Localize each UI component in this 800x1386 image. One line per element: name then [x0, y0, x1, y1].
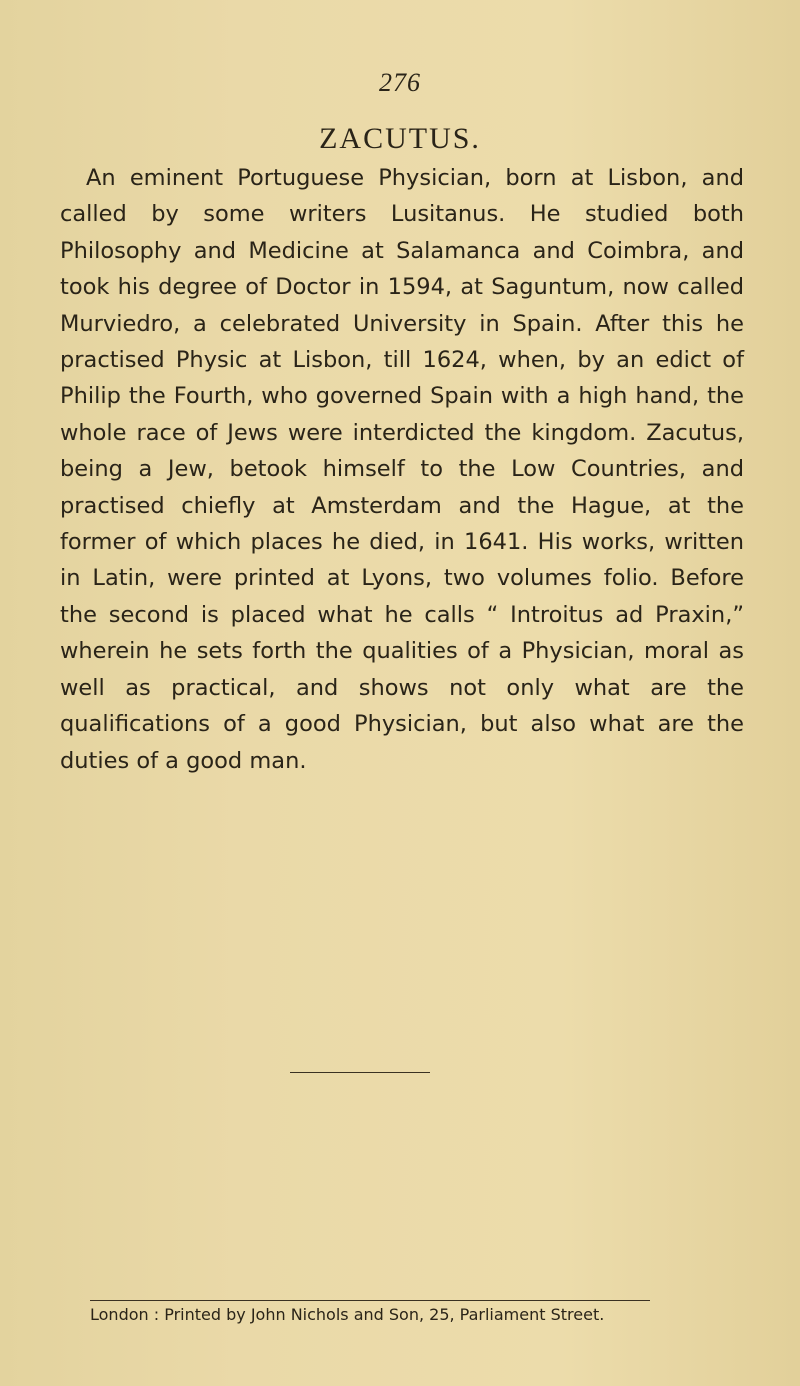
- page-title: ZACUTUS.: [319, 122, 481, 155]
- printer-imprint: London : Printed by John Nichols and Son, 25, Parliament Street.: [90, 1305, 605, 1324]
- imprint-divider: [90, 1300, 650, 1301]
- section-divider: [290, 1072, 430, 1073]
- page-number: 276: [379, 68, 421, 97]
- body-paragraph: An eminent Portuguese Physician, born at Lisbon, and called by some writers Lusitanus. He studied both Philosophy and Medicine at Salamanca and Coimbra, and took his degree of Doctor in 1594, at Saguntum, now called Murviedro, a celebrated University in Spain. After this he practised Physic at Lisbon, till 1624, when, by an edict of Philip the Fourth, who governed Spain with a high hand, the whole race of Jews were interdicted the kingdom. Zacutus, being a Jew, betook himself to the Low Countries, and practised chiefly at Amsterdam and the Hague, at the former of which places he died, in 1641. His works, written in Latin, were printed at Lyons, two volumes folio. Before the second is placed what he calls “ Introitus ad Praxin,” wherein he sets forth the qualities of a Physician, moral as well as practical, and shows not only what are the qualifications of a good Physician, but also what are the duties of a good man.: [60, 165, 744, 774]
